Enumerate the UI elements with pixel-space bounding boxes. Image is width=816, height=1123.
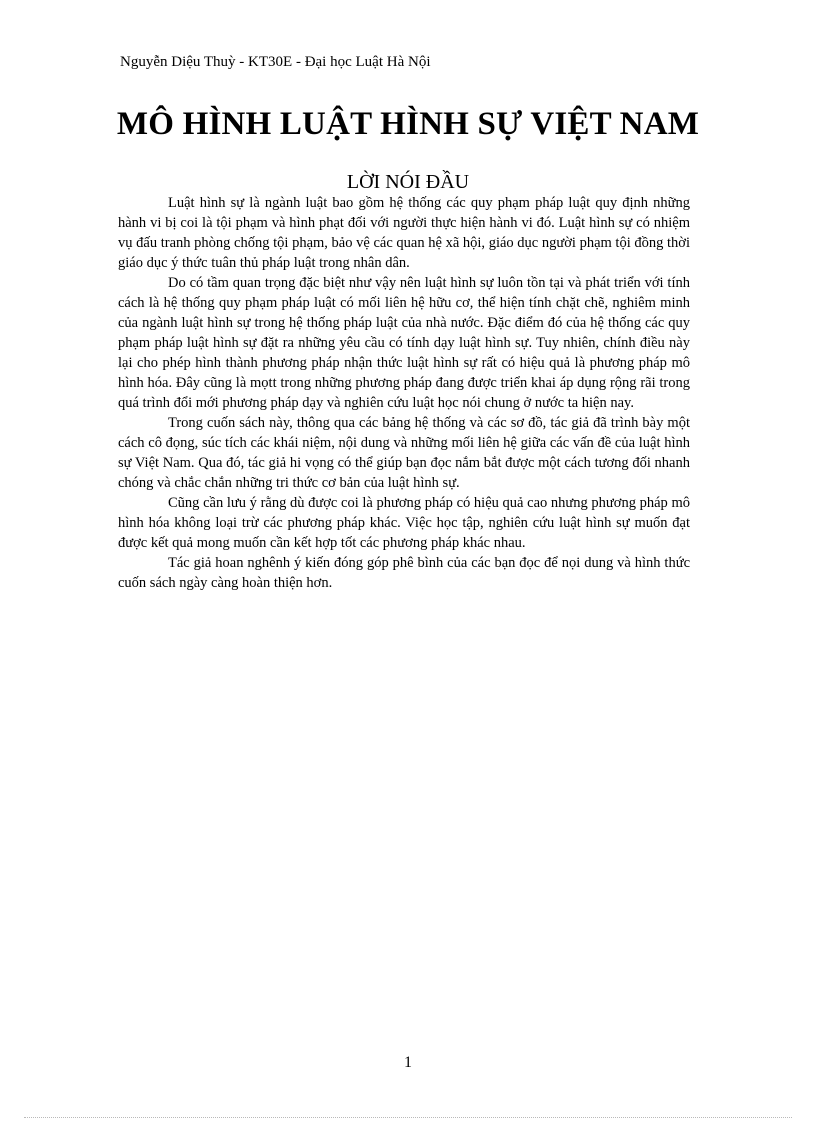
page-header: Nguyễn Diệu Thuỳ - KT30E - Đại học Luật Hà Nội	[120, 54, 431, 70]
page-bottom-rule	[24, 1117, 792, 1118]
paragraph: Luật hình sự là ngành luật bao gồm hệ thống các quy phạm pháp luật quy định những hành vi bị coi là tội phạm và hình phạt đối với người thực hiện hành vi đó. Luật hình sự có nhiệm vụ đấu tranh phòng chống tội phạm, bảo vệ các quan hệ xã hội, giáo dục người phạm tội đồng thời giáo dục ý thức tuân thủ pháp luật trong nhân dân.	[118, 195, 690, 271]
section-heading: LỜI NÓI ĐẦU	[346, 171, 470, 193]
paragraph: Do có tầm quan trọng đặc biệt như vậy nên luật hình sự luôn tồn tại và phát triển với tính cách là hệ thống quy phạm pháp luật có mối liên hệ hữu cơ, thể hiện tính chặt chẽ, nghiêm minh của ngành luật hình sự trong hệ thống pháp luật của nhà nước. Đặc điểm đó của hệ thống các quy phạm pháp luật hình sự đặt ra những yêu cầu có tính dạy luật hình sự. Tuy nhiên, chính điều này lại cho phép hình thành phương pháp nhận thức luật hình sự rất có hiệu quả là phương pháp mô hình hóa. Đây cũng là mọtt trong những phương pháp đang được triển khai áp dụng rộng rãi trong quá trình đổi mới phương pháp dạy và nghiên cứu luật học nói chung ở nước ta hiện nay.	[118, 275, 690, 411]
page-number: 1	[404, 1054, 412, 1071]
document-title: MÔ HÌNH LUẬT HÌNH SỰ VIỆT NAM	[116, 106, 700, 142]
paragraph: Trong cuốn sách này, thông qua các bảng hệ thống và các sơ đồ, tác giả đã trình bày một cách cô đọng, súc tích các khái niệm, nội dung và những mối liên hệ giữa các vấn đề của luật hình sự Việt Nam. Qua đó, tác giả hi vọng có thể giúp bạn đọc nắm bắt được một cách tương đối nhanh chóng và chắc chắn những tri thức cơ bản của luật hình sự.	[118, 415, 690, 491]
paragraph: Tác giả hoan nghênh ý kiến đóng góp phê bình của các bạn đọc để nọi dung và hình thức cuốn sách ngày càng hoàn thiện hơn.	[118, 555, 690, 591]
body-text	[118, 193, 690, 593]
paragraph: Cũng cần lưu ý rằng dù được coi là phương pháp có hiệu quả cao nhưng phương pháp mô hình hóa không loại trừ các phương pháp khác. Việc học tập, nghiên cứu luật hình sự muốn đạt được kết quả mong muốn cần kết hợp tốt các phương pháp khác nhau.	[118, 495, 690, 551]
